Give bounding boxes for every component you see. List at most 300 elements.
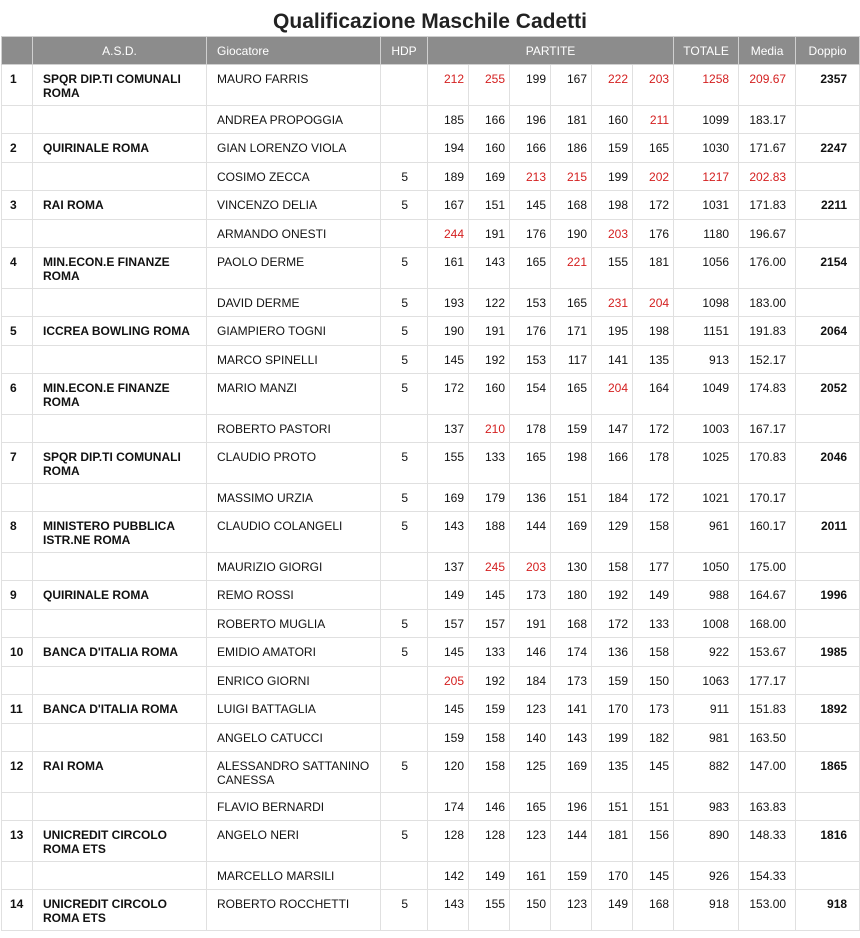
club-cell	[33, 163, 207, 191]
game-score-cell: 172	[633, 484, 674, 512]
game-score-cell: 117	[551, 346, 592, 374]
game-score-cell: 255	[469, 65, 510, 106]
game-score-cell: 145	[428, 695, 469, 724]
table-row	[2, 793, 860, 821]
game-score-cell: 203	[510, 553, 551, 581]
average-cell: 177.17	[739, 667, 796, 695]
total-cell: 1049	[674, 374, 739, 415]
table-row	[2, 638, 860, 667]
hdp-cell	[381, 695, 428, 724]
game-score-cell: 164	[633, 374, 674, 415]
average-cell: 191.83	[739, 317, 796, 346]
double-cell	[796, 163, 860, 191]
game-score-cell: 173	[551, 667, 592, 695]
position-cell: 8	[2, 512, 33, 553]
table-row	[2, 65, 860, 106]
average-cell: 175.00	[739, 553, 796, 581]
game-score-cell: 151	[469, 191, 510, 220]
double-cell: 1816	[796, 821, 860, 862]
game-score-cell: 158	[592, 553, 633, 581]
table-row	[2, 374, 860, 415]
club-cell	[33, 862, 207, 890]
hdp-cell: 5	[381, 638, 428, 667]
player-cell: MAURO FARRIS	[207, 65, 381, 106]
game-score-cell: 143	[551, 724, 592, 752]
game-score-cell: 165	[551, 374, 592, 415]
hdp-cell: 5	[381, 752, 428, 793]
position-cell: 9	[2, 581, 33, 610]
total-cell: 882	[674, 752, 739, 793]
game-score-cell: 178	[633, 443, 674, 484]
game-score-cell: 165	[633, 134, 674, 163]
game-score-cell: 192	[469, 346, 510, 374]
game-score-cell: 145	[469, 581, 510, 610]
game-score-cell: 199	[510, 65, 551, 106]
game-score-cell: 169	[469, 163, 510, 191]
double-cell	[796, 667, 860, 695]
position-cell: 3	[2, 191, 33, 220]
hdp-cell	[381, 415, 428, 443]
position-cell	[2, 724, 33, 752]
game-score-cell: 153	[510, 289, 551, 317]
game-score-cell: 170	[592, 862, 633, 890]
total-cell: 981	[674, 724, 739, 752]
player-cell: GIAMPIERO TOGNI	[207, 317, 381, 346]
player-cell: MARCELLO MARSILI	[207, 862, 381, 890]
hdp-cell: 5	[381, 289, 428, 317]
double-cell	[796, 553, 860, 581]
club-cell: SPQR DIP.TI COMUNALI ROMA	[33, 443, 207, 484]
club-cell: QUIRINALE ROMA	[33, 581, 207, 610]
hdp-cell: 5	[381, 484, 428, 512]
game-score-cell: 144	[551, 821, 592, 862]
double-cell	[796, 862, 860, 890]
table-row	[2, 220, 860, 248]
game-score-cell: 172	[592, 610, 633, 638]
double-cell: 2154	[796, 248, 860, 289]
average-cell: 163.50	[739, 724, 796, 752]
game-score-cell: 194	[428, 134, 469, 163]
game-score-cell: 166	[510, 134, 551, 163]
position-cell	[2, 610, 33, 638]
game-score-cell: 149	[469, 862, 510, 890]
total-cell: 911	[674, 695, 739, 724]
player-cell: ROBERTO MUGLIA	[207, 610, 381, 638]
average-cell: 196.67	[739, 220, 796, 248]
total-cell: 1056	[674, 248, 739, 289]
header-asd: A.S.D.	[33, 37, 207, 65]
player-cell: COSIMO ZECCA	[207, 163, 381, 191]
game-score-cell: 136	[510, 484, 551, 512]
position-cell: 11	[2, 695, 33, 724]
game-score-cell: 151	[633, 793, 674, 821]
game-score-cell: 170	[592, 695, 633, 724]
game-score-cell: 144	[510, 512, 551, 553]
player-cell: MARCO SPINELLI	[207, 346, 381, 374]
club-cell	[33, 793, 207, 821]
game-score-cell: 158	[633, 512, 674, 553]
position-cell	[2, 667, 33, 695]
double-cell: 2211	[796, 191, 860, 220]
hdp-cell: 5	[381, 890, 428, 931]
header-player: Giocatore	[207, 37, 381, 65]
player-cell: FLAVIO BERNARDI	[207, 793, 381, 821]
table-row	[2, 248, 860, 289]
double-cell: 1985	[796, 638, 860, 667]
club-cell	[33, 484, 207, 512]
total-cell: 1258	[674, 65, 739, 106]
hdp-cell: 5	[381, 191, 428, 220]
table-row	[2, 752, 860, 793]
hdp-cell: 5	[381, 443, 428, 484]
club-cell	[33, 724, 207, 752]
game-score-cell: 149	[633, 581, 674, 610]
game-score-cell: 181	[551, 106, 592, 134]
table-row	[2, 610, 860, 638]
total-cell: 1151	[674, 317, 739, 346]
average-cell: 170.17	[739, 484, 796, 512]
game-score-cell: 125	[510, 752, 551, 793]
club-cell: MIN.ECON.E FINANZE ROMA	[33, 248, 207, 289]
game-score-cell: 153	[510, 346, 551, 374]
game-score-cell: 166	[469, 106, 510, 134]
double-cell: 2046	[796, 443, 860, 484]
game-score-cell: 135	[592, 752, 633, 793]
game-score-cell: 133	[633, 610, 674, 638]
game-score-cell: 129	[592, 512, 633, 553]
game-score-cell: 165	[510, 443, 551, 484]
game-score-cell: 204	[633, 289, 674, 317]
position-cell	[2, 862, 33, 890]
game-score-cell: 169	[428, 484, 469, 512]
player-cell: DAVID DERME	[207, 289, 381, 317]
game-score-cell: 145	[633, 752, 674, 793]
game-score-cell: 135	[633, 346, 674, 374]
player-cell: PAOLO DERME	[207, 248, 381, 289]
position-cell: 2	[2, 134, 33, 163]
game-score-cell: 159	[469, 695, 510, 724]
game-score-cell: 172	[428, 374, 469, 415]
average-cell: 209.67	[739, 65, 796, 106]
game-score-cell: 178	[510, 415, 551, 443]
total-cell: 1031	[674, 191, 739, 220]
game-score-cell: 213	[510, 163, 551, 191]
position-cell: 1	[2, 65, 33, 106]
game-score-cell: 184	[592, 484, 633, 512]
position-cell	[2, 484, 33, 512]
club-cell	[33, 610, 207, 638]
game-score-cell: 177	[633, 553, 674, 581]
club-cell	[33, 667, 207, 695]
game-score-cell: 169	[551, 512, 592, 553]
player-cell: ROBERTO ROCCHETTI	[207, 890, 381, 931]
club-cell: UNICREDIT CIRCOLO ROMA ETS	[33, 890, 207, 931]
club-cell	[33, 106, 207, 134]
double-cell: 2011	[796, 512, 860, 553]
game-score-cell: 168	[551, 191, 592, 220]
club-cell	[33, 289, 207, 317]
total-cell: 1021	[674, 484, 739, 512]
hdp-cell: 5	[381, 374, 428, 415]
double-cell: 1996	[796, 581, 860, 610]
game-score-cell: 181	[633, 248, 674, 289]
table-row	[2, 134, 860, 163]
game-score-cell: 215	[551, 163, 592, 191]
double-cell	[796, 484, 860, 512]
total-cell: 1180	[674, 220, 739, 248]
game-score-cell: 128	[428, 821, 469, 862]
player-cell: MASSIMO URZIA	[207, 484, 381, 512]
total-cell: 1003	[674, 415, 739, 443]
table-row	[2, 724, 860, 752]
hdp-cell	[381, 65, 428, 106]
total-cell: 1008	[674, 610, 739, 638]
average-cell: 164.67	[739, 581, 796, 610]
results-table	[1, 36, 860, 931]
game-score-cell: 155	[592, 248, 633, 289]
table-row	[2, 289, 860, 317]
total-cell: 922	[674, 638, 739, 667]
table-body	[2, 65, 860, 931]
double-cell	[796, 793, 860, 821]
game-score-cell: 184	[510, 667, 551, 695]
game-score-cell: 167	[551, 65, 592, 106]
game-score-cell: 145	[510, 191, 551, 220]
game-score-cell: 169	[551, 752, 592, 793]
game-score-cell: 123	[510, 695, 551, 724]
double-cell: 2052	[796, 374, 860, 415]
game-score-cell: 212	[428, 65, 469, 106]
position-cell: 12	[2, 752, 33, 793]
game-score-cell: 186	[551, 134, 592, 163]
game-score-cell: 245	[469, 553, 510, 581]
game-score-cell: 185	[428, 106, 469, 134]
table-row	[2, 163, 860, 191]
game-score-cell: 160	[469, 374, 510, 415]
club-cell: MINISTERO PUBBLICA ISTR.NE ROMA	[33, 512, 207, 553]
game-score-cell: 145	[428, 346, 469, 374]
game-score-cell: 198	[551, 443, 592, 484]
hdp-cell	[381, 220, 428, 248]
game-score-cell: 157	[428, 610, 469, 638]
game-score-cell: 188	[469, 512, 510, 553]
total-cell: 1098	[674, 289, 739, 317]
player-cell: MAURIZIO GIORGI	[207, 553, 381, 581]
game-score-cell: 176	[633, 220, 674, 248]
game-score-cell: 180	[551, 581, 592, 610]
average-cell: 153.00	[739, 890, 796, 931]
game-score-cell: 173	[510, 581, 551, 610]
average-cell: 168.00	[739, 610, 796, 638]
game-score-cell: 159	[551, 415, 592, 443]
game-score-cell: 133	[469, 638, 510, 667]
game-score-cell: 167	[428, 191, 469, 220]
total-cell: 988	[674, 581, 739, 610]
game-score-cell: 168	[633, 890, 674, 931]
double-cell	[796, 610, 860, 638]
game-score-cell: 198	[592, 191, 633, 220]
club-cell: BANCA D'ITALIA ROMA	[33, 695, 207, 724]
game-score-cell: 165	[551, 289, 592, 317]
total-cell: 1099	[674, 106, 739, 134]
hdp-cell	[381, 724, 428, 752]
club-cell: UNICREDIT CIRCOLO ROMA ETS	[33, 821, 207, 862]
average-cell: 170.83	[739, 443, 796, 484]
game-score-cell: 149	[592, 890, 633, 931]
hdp-cell: 5	[381, 610, 428, 638]
game-score-cell: 145	[428, 638, 469, 667]
page-title: Qualificazione Maschile Cadetti	[273, 10, 587, 33]
table-row	[2, 191, 860, 220]
player-cell: ARMANDO ONESTI	[207, 220, 381, 248]
game-score-cell: 190	[428, 317, 469, 346]
total-cell: 926	[674, 862, 739, 890]
game-score-cell: 154	[510, 374, 551, 415]
game-score-cell: 140	[510, 724, 551, 752]
player-cell: GIAN LORENZO VIOLA	[207, 134, 381, 163]
game-score-cell: 203	[592, 220, 633, 248]
player-cell: LUIGI BATTAGLIA	[207, 695, 381, 724]
game-score-cell: 199	[592, 724, 633, 752]
game-score-cell: 172	[633, 415, 674, 443]
game-score-cell: 141	[551, 695, 592, 724]
position-cell: 10	[2, 638, 33, 667]
game-score-cell: 160	[469, 134, 510, 163]
header-avg: Media	[739, 37, 796, 65]
game-score-cell: 155	[428, 443, 469, 484]
position-cell	[2, 793, 33, 821]
player-cell: ALESSANDRO SATTANINO CANESSA	[207, 752, 381, 793]
average-cell: 153.67	[739, 638, 796, 667]
game-score-cell: 123	[551, 890, 592, 931]
average-cell: 154.33	[739, 862, 796, 890]
position-cell: 4	[2, 248, 33, 289]
total-cell: 1217	[674, 163, 739, 191]
total-cell: 913	[674, 346, 739, 374]
table-row	[2, 484, 860, 512]
hdp-cell: 5	[381, 346, 428, 374]
club-cell: ICCREA BOWLING ROMA	[33, 317, 207, 346]
game-score-cell: 155	[469, 890, 510, 931]
game-score-cell: 171	[551, 317, 592, 346]
average-cell: 174.83	[739, 374, 796, 415]
game-score-cell: 166	[592, 443, 633, 484]
position-cell	[2, 415, 33, 443]
table-row	[2, 415, 860, 443]
table-row	[2, 512, 860, 553]
average-cell: 176.00	[739, 248, 796, 289]
average-cell: 171.67	[739, 134, 796, 163]
header-games: PARTITE	[428, 37, 674, 65]
player-cell: CLAUDIO COLANGELI	[207, 512, 381, 553]
game-score-cell: 165	[510, 793, 551, 821]
game-score-cell: 161	[510, 862, 551, 890]
table-row	[2, 346, 860, 374]
total-cell: 1063	[674, 667, 739, 695]
double-cell: 2357	[796, 65, 860, 106]
double-cell	[796, 724, 860, 752]
game-score-cell: 182	[633, 724, 674, 752]
hdp-cell: 5	[381, 163, 428, 191]
hdp-cell: 5	[381, 317, 428, 346]
double-cell: 2064	[796, 317, 860, 346]
average-cell: 163.83	[739, 793, 796, 821]
position-cell	[2, 553, 33, 581]
total-cell: 961	[674, 512, 739, 553]
table-row	[2, 106, 860, 134]
game-score-cell: 211	[633, 106, 674, 134]
game-score-cell: 146	[469, 793, 510, 821]
position-cell: 6	[2, 374, 33, 415]
player-cell: ROBERTO PASTORI	[207, 415, 381, 443]
game-score-cell: 172	[633, 191, 674, 220]
header-double: Doppio	[796, 37, 860, 65]
game-score-cell: 158	[633, 638, 674, 667]
game-score-cell: 198	[633, 317, 674, 346]
double-cell	[796, 346, 860, 374]
average-cell: 202.83	[739, 163, 796, 191]
game-score-cell: 174	[551, 638, 592, 667]
average-cell: 171.83	[739, 191, 796, 220]
position-cell	[2, 163, 33, 191]
game-score-cell: 133	[469, 443, 510, 484]
game-score-cell: 158	[469, 724, 510, 752]
player-cell: ANDREA PROPOGGIA	[207, 106, 381, 134]
game-score-cell: 159	[428, 724, 469, 752]
hdp-cell	[381, 581, 428, 610]
game-score-cell: 165	[510, 248, 551, 289]
average-cell: 167.17	[739, 415, 796, 443]
game-score-cell: 145	[633, 862, 674, 890]
position-cell: 7	[2, 443, 33, 484]
game-score-cell: 210	[469, 415, 510, 443]
table-row	[2, 317, 860, 346]
position-cell	[2, 289, 33, 317]
double-cell	[796, 106, 860, 134]
average-cell: 183.17	[739, 106, 796, 134]
total-cell: 1030	[674, 134, 739, 163]
average-cell: 151.83	[739, 695, 796, 724]
game-score-cell: 176	[510, 317, 551, 346]
club-cell	[33, 220, 207, 248]
game-score-cell: 123	[510, 821, 551, 862]
table-row	[2, 667, 860, 695]
average-cell: 160.17	[739, 512, 796, 553]
header-row	[2, 37, 860, 65]
game-score-cell: 221	[551, 248, 592, 289]
game-score-cell: 160	[592, 106, 633, 134]
position-cell: 13	[2, 821, 33, 862]
position-cell: 5	[2, 317, 33, 346]
table-row	[2, 890, 860, 931]
game-score-cell: 191	[469, 220, 510, 248]
hdp-cell	[381, 134, 428, 163]
double-cell: 2247	[796, 134, 860, 163]
game-score-cell: 231	[592, 289, 633, 317]
player-cell: REMO ROSSI	[207, 581, 381, 610]
player-cell: CLAUDIO PROTO	[207, 443, 381, 484]
average-cell: 152.17	[739, 346, 796, 374]
game-score-cell: 122	[469, 289, 510, 317]
game-score-cell: 199	[592, 163, 633, 191]
player-cell: ENRICO GIORNI	[207, 667, 381, 695]
total-cell: 918	[674, 890, 739, 931]
game-score-cell: 147	[592, 415, 633, 443]
game-score-cell: 204	[592, 374, 633, 415]
game-score-cell: 137	[428, 415, 469, 443]
game-score-cell: 120	[428, 752, 469, 793]
game-score-cell: 191	[469, 317, 510, 346]
